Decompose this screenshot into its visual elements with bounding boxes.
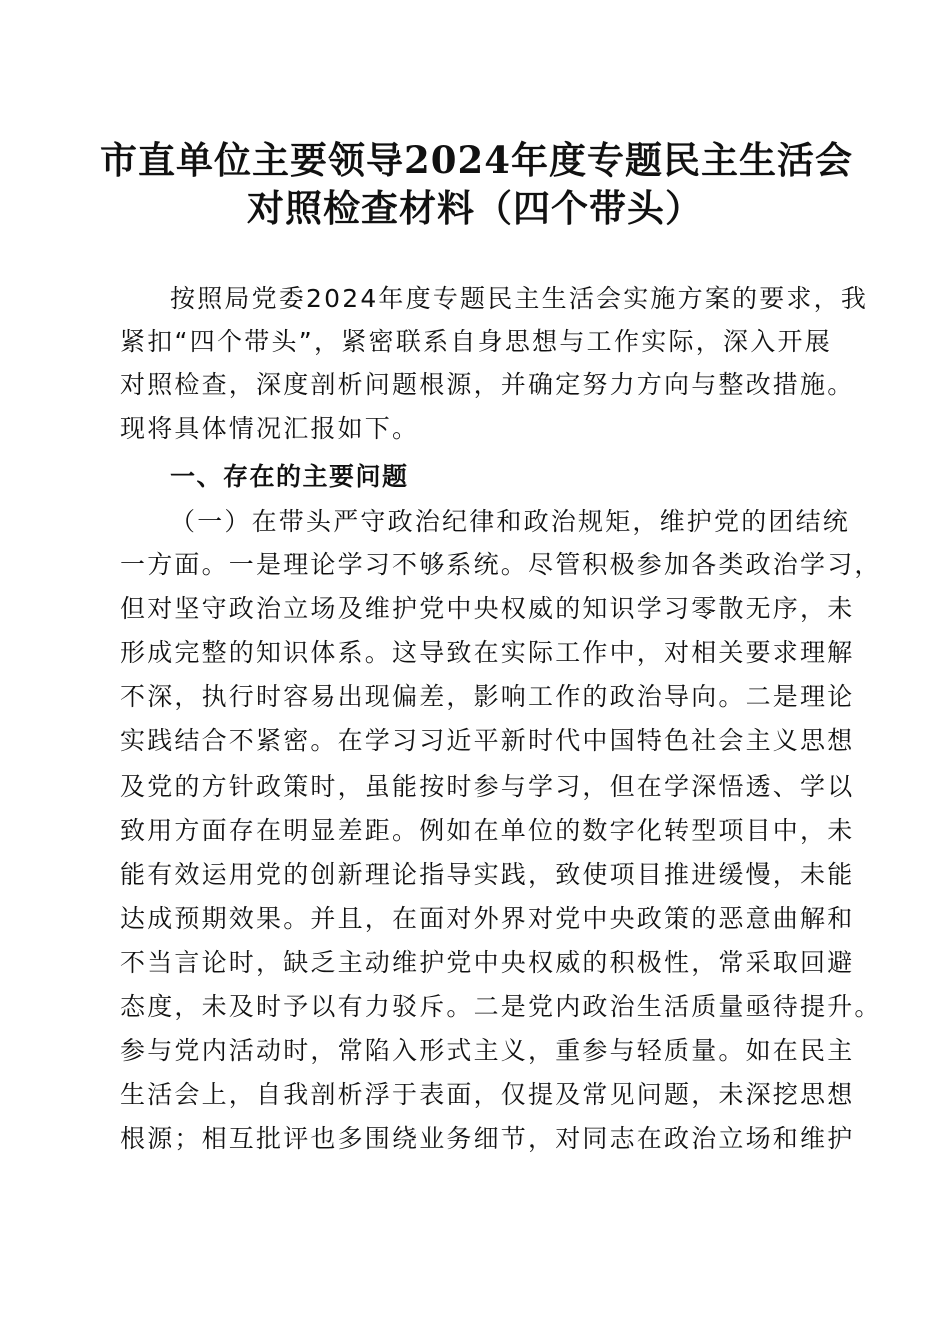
intro-line: 紧扣“四个带头”，紧密联系自身思想与工作实际，深入开展 [120,327,832,356]
document-title-line-1: 市直单位主要领导2024年度专题民主生活会 [100,138,853,182]
section-heading: 一、存在的主要问题 [170,462,409,491]
body-line: 不当言论时，缺乏主动维护党中央权威的积极性，常采取回避 [120,948,855,977]
body-line: （一）在带头严守政治纪律和政治规矩，维护党的团结统 [170,507,851,536]
intro-line: 按照局党委2024年度专题民主生活会实施方案的要求，我 [170,284,869,313]
body-line: 致用方面存在明显差距。例如在单位的数字化转型项目中，未 [120,816,855,845]
body-line: 参与党内活动时，常陷入形式主义，重参与轻质量。如在民主 [120,1036,855,1065]
intro-line: 对照检查，深度剖析问题根源，并确定努力方向与整改措施。 [120,370,855,399]
body-line: 实践结合不紧密。在学习习近平新时代中国特色社会主义思想 [120,726,855,755]
body-line: 根源；相互批评也多围绕业务细节，对同志在政治立场和维护 [120,1124,855,1153]
body-line: 态度，未及时予以有力驳斥。二是党内政治生活质量亟待提升。 [120,992,882,1021]
body-line: 能有效运用党的创新理论指导实践，致使项目推进缓慢，未能 [120,860,855,889]
document-title-line-2: 对照检查材料（四个带头） [247,186,703,230]
body-line: 及党的方针政策时，虽能按时参与学习，但在学深悟透、学以 [120,772,855,801]
body-line: 形成完整的知识体系。这导致在实际工作中，对相关要求理解 [120,638,855,667]
body-line: 生活会上，自我剖析浮于表面，仅提及常见问题，未深挖思想 [120,1080,855,1109]
body-line: 达成预期效果。并且，在面对外界对党中央政策的恶意曲解和 [120,904,855,933]
body-line: 但对坚守政治立场及维护党中央权威的知识学习零散无序，未 [120,594,855,623]
intro-line: 现将具体情况汇报如下。 [120,414,420,443]
body-line: 不深，执行时容易出现偏差，影响工作的政治导向。二是理论 [120,682,855,711]
body-line: 一方面。一是理论学习不够系统。尽管积极参加各类政治学习， [120,550,882,579]
